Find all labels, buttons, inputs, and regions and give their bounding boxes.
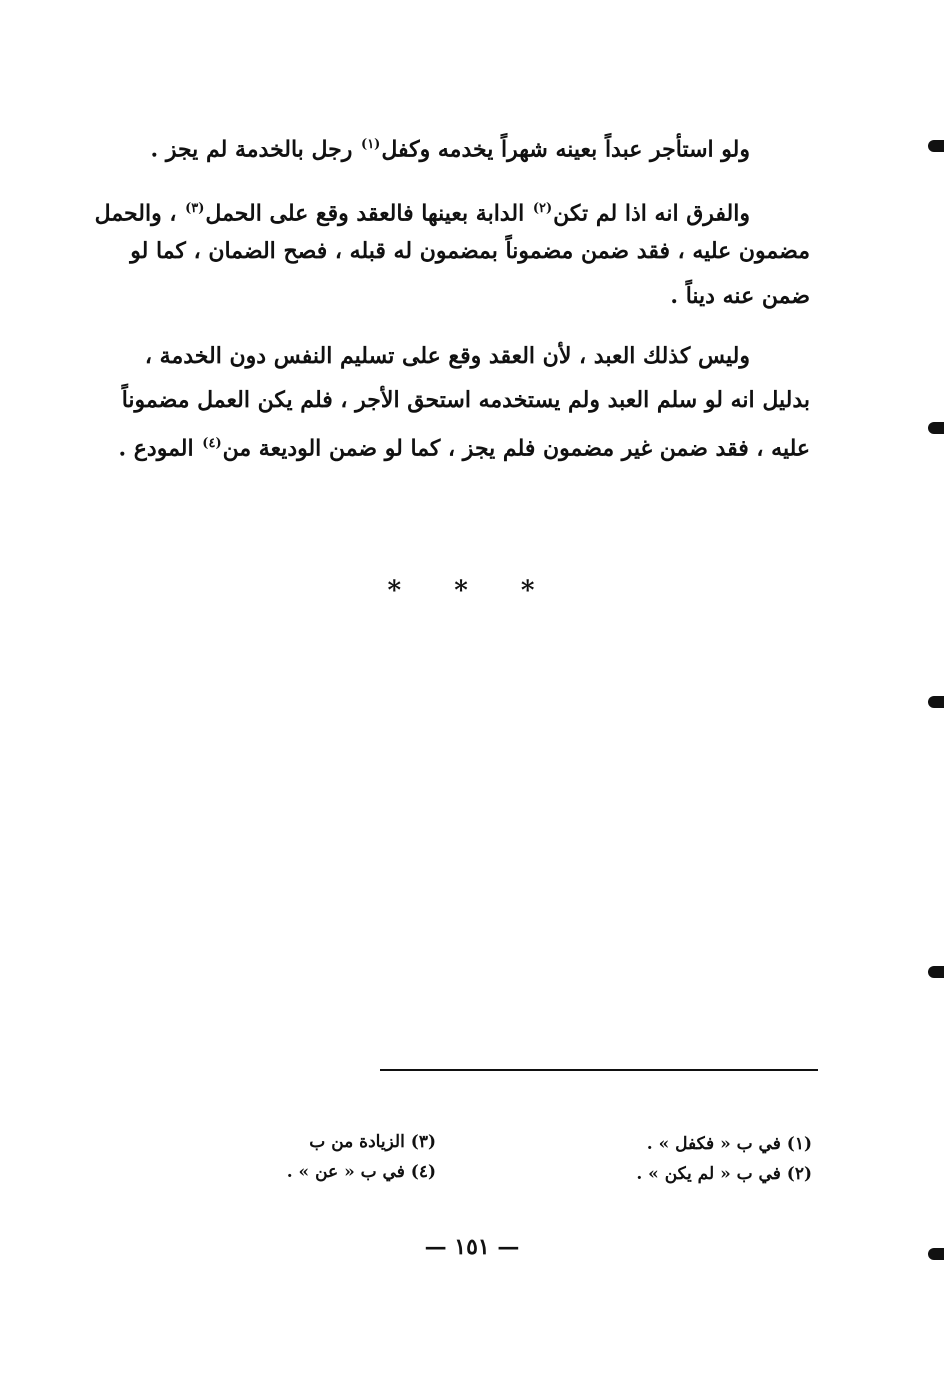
footnote-3: (٣) الزيادة من ب (309, 1132, 436, 1152)
footnote-ref-4[interactable]: (٤) (202, 436, 222, 451)
footnote-ref-2[interactable]: (٢) (532, 201, 553, 216)
body-line-5 (145, 339, 750, 373)
body-line-4 (670, 279, 810, 313)
footnote-ref-3[interactable]: (٣) (185, 201, 205, 216)
body-line-3 (130, 234, 810, 268)
line-text: وليس كذلك العبد ، لأن العقد وقع على تسليم النفس دون الخدمة ، (144, 343, 750, 369)
body-line-1 (151, 128, 751, 166)
line-text: والفرق انه اذا لم تكن (553, 200, 750, 227)
footnote-divider (380, 1069, 818, 1071)
line-text-cont: رجل بالخدمة لم يجز . (150, 136, 353, 163)
footnote-ref-1[interactable]: (١) (361, 137, 381, 152)
footnote-2: (٢) في ب « لم يكن » . (636, 1164, 812, 1184)
footnote-1: (١) في ب « فكفل » . (646, 1134, 812, 1154)
section-separator: * * * (387, 576, 557, 606)
scan-edge-marker (928, 140, 944, 152)
line-text: ولو استأجر عبداً بعينه شهراً يخدمه وكفل (381, 136, 750, 163)
line-text: بدليل انه لو سلم العبد ولم يستخدمه استحق الأجر ، فلم يكن العمل مضموناً (121, 387, 810, 413)
body-line-6 (122, 383, 810, 417)
scan-edge-marker (928, 966, 944, 978)
scan-edge-marker (928, 422, 944, 434)
line-text: عليه ، فقد ضمن غير مضمون فلم يجز ، كما لو ضمن الوديعة من (222, 435, 810, 462)
line-text-cont: ، والحمل (94, 200, 177, 227)
page-number: — ١٥١ — (424, 1234, 520, 1260)
line-text: ضمن عنه ديناً . (670, 283, 810, 309)
line-text-cont: المودع . (118, 435, 194, 462)
line-text-cont: الدابة بعينها فالعقد وقع على الحمل (205, 200, 525, 227)
scan-edge-marker (928, 696, 944, 708)
footnote-4: (٤) في ب « عن » . (286, 1162, 436, 1182)
body-line-7 (118, 427, 810, 465)
body-line-2 (95, 192, 750, 230)
scan-edge-marker (928, 1248, 944, 1260)
line-text: مضمون عليه ، فقد ضمن مضموناً بمضمون له قبله ، فصح الضمان ، كما لو (130, 238, 810, 264)
